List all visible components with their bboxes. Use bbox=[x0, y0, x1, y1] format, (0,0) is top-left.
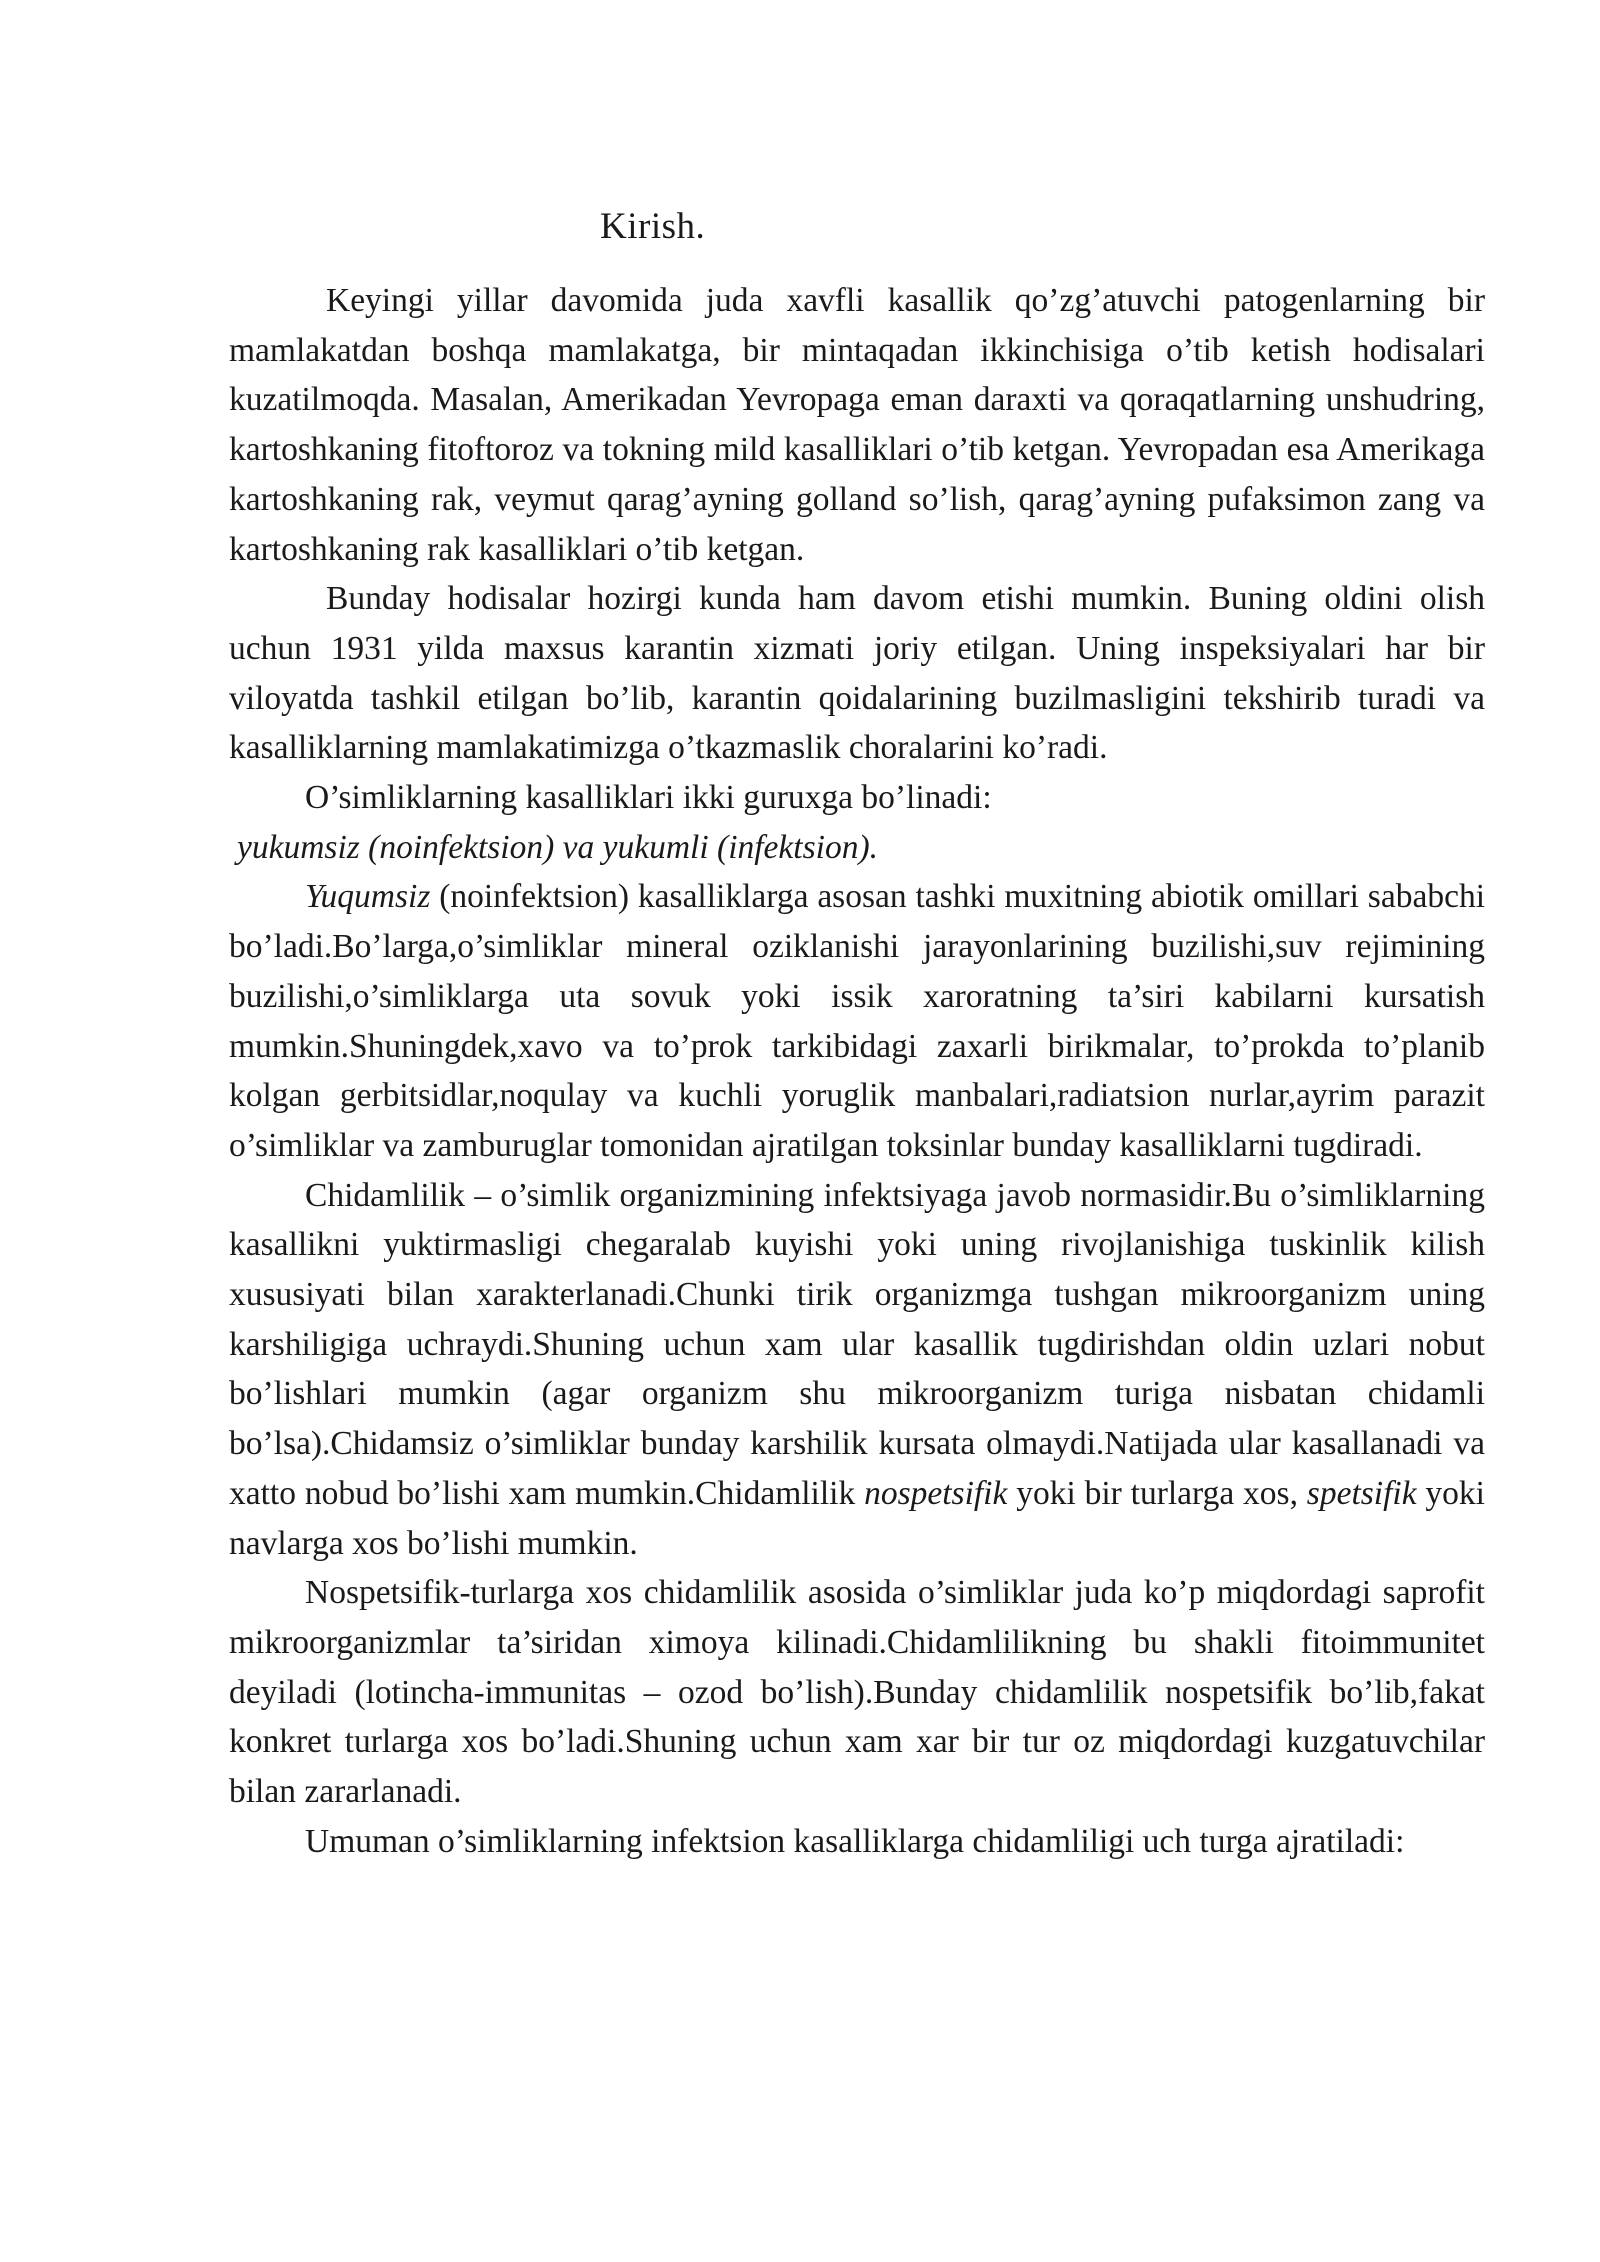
types-italic-text: yukumsiz (noinfektsion) va yukumli (infektsion). bbox=[237, 828, 878, 866]
noninfectious-text: (noinfektsion) kasalliklarga asosan tashki muxitning abiotik omillari sababchi bo’ladi.Bo’larga,o’simliklar mineral oziklanishi jarayonlarining buzilishi,suv rejimining buzilishi,o’simliklarga uta sovuk yoki issik xaroratning ta’siri kabilarni kursatish mumkin.Shuningdek,xavo va to’prok tarkibidagi zaxarli birikmalar, to’prokda to’planib kolgan gerbitsidlar,noqulay va kuchli yoruglik manbalari,radiatsion nurlar,ayrim parazit o’simliklar va zamburuglar tomonidan ajratilgan toksinlar bunday kasalliklarni tugdiradi. bbox=[229, 878, 1485, 1164]
paragraph-classification: O’simliklarning kasalliklari ikki guruxga bo’linadi: bbox=[305, 779, 992, 817]
document-body bbox=[229, 276, 1485, 1867]
paragraph-nonspecific: Nospetsifik-turlarga xos chidamlilik asosida o’simliklar juda ko’p miqdordagi saprofit mikroorganizmlar ta’siridan ximoya kilinadi.Chidamlilikning bu shakli fitoimmunitet deyiladi (lotincha-immunitas – ozod bo’lish).Bunday chidamlilik nospetsifik bo’lib,fakat konkret turlarga xos bo’ladi.Shuning uchun xam xar bir tur oz miqdordagi kuzgatuvchilar bilan zararlanadi. bbox=[229, 1574, 1485, 1811]
paragraph-noninfectious bbox=[229, 872, 1485, 1170]
paragraph-intro: Keyingi yillar davomida juda xavfli kasallik qo’zg’atuvchi patogenlarning bir mamlakatdan boshqa mamlakatga, bir mintaqadan ikkinchisiga o’tib ketish hodisalari kuzatilmoqda. Masalan, Amerikadan Yevropaga eman daraxti va qoraqatlarning unshudring, kartoshkaning fitoftoroz va tokning mild kasalliklari o’tib ketgan. Yevropadan esa Amerikaga kartoshkaning rak, veymut qarag’ayning golland so’lish, qarag’ayning pufaksimon zang va kartoshkaning rak kasalliklari o’tib ketgan. bbox=[229, 282, 1485, 568]
resistance-text-1: Chidamlilik – o’simlik organizmining infektsiyaga javob normasidir.Bu o’simliklarning kasallikni yuktirmasligi chegaralab kuyishi yoki uning rivojlanishiga tuskinlik kilish xususiyati bilan xarakterlanadi.Chunki tirik organizmga tushgan mikroorganizm uning karshiligiga uchraydi.Shuning uchun xam ular kasallik tugdirishdan oldin uzlari nobut bo’lishlari mumkin (agar organizm shu mikroorganizm turiga nisbatan chidamli bo’lsa).Chidamsiz o’simliklar bunday karshilik kursata olmaydi.Natijada ular kasallanadi va xatto nobud bo’lishi xam mumkin.Chidamlilik bbox=[229, 1176, 1485, 1512]
resistance-italic-specific: spetsifik bbox=[1306, 1474, 1417, 1512]
page-title: Kirish. bbox=[600, 206, 706, 247]
resistance-text-2: yoki bir turlarga xos, bbox=[1007, 1474, 1307, 1512]
resistance-text-3: yoki navlarga xos bo’lishi mumkin. bbox=[229, 1474, 1485, 1562]
paragraph-types bbox=[229, 823, 1485, 873]
paragraph-quarantine: Bunday hodisalar hozirgi kunda ham davom etishi mumkin. Buning oldini olish uchun 1931 yilda maxsus karantin xizmati joriy etilgan. Uning inspeksiyalari har bir viloyatda tashkil etilgan bo’lib, karantin qoidalarining buzilmasligini tekshirib turadi va kasalliklarning mamlakatimizga o’tkazmaslik choralarini ko’radi. bbox=[229, 580, 1485, 767]
paragraph-resistance bbox=[229, 1171, 1485, 1569]
resistance-italic-nonspecific: nospetsifik bbox=[864, 1474, 1008, 1512]
noninfectious-italic-term: Yuqumsiz bbox=[305, 878, 431, 916]
paragraph-summary: Umuman o’simliklarning infektsion kasalliklarga chidamliligi uch turga ajratiladi: bbox=[305, 1822, 1405, 1860]
